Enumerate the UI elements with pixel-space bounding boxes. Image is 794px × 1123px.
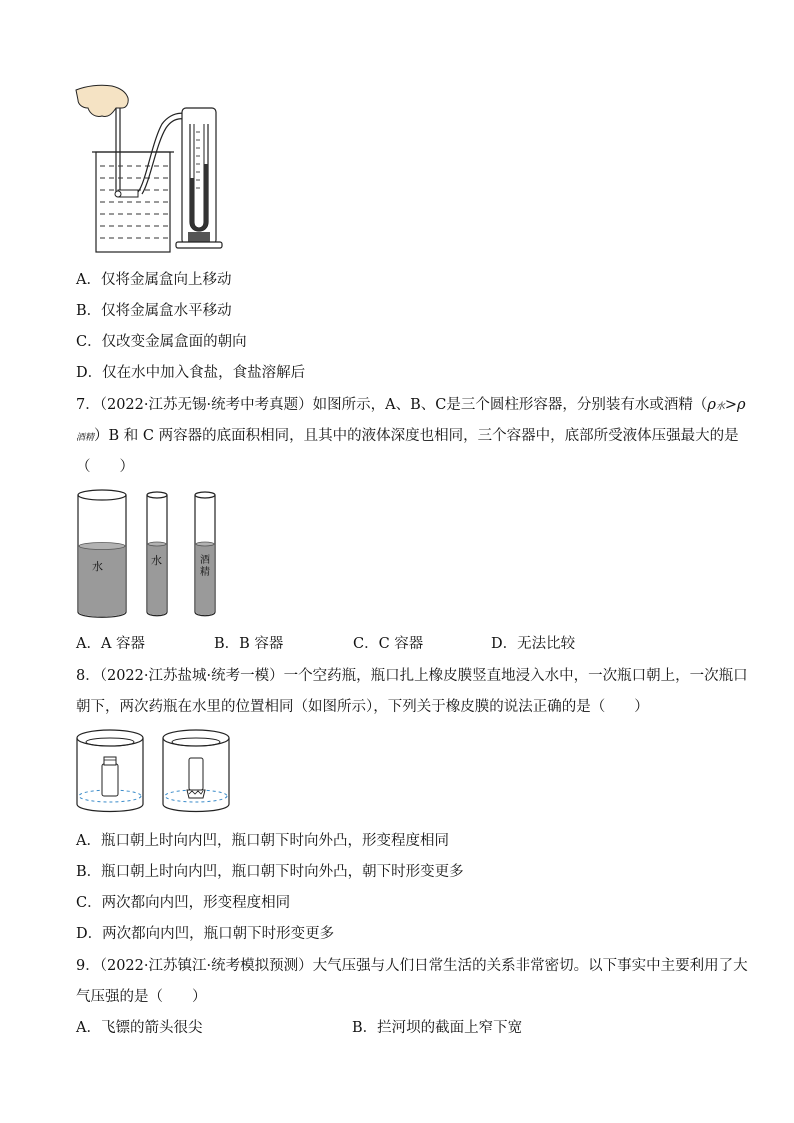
- q7-stem-line2: [76, 427, 739, 447]
- q9-stem-line2: 气压强的是（ ）: [76, 989, 207, 1005]
- q7-option-d: D．无法比较: [491, 636, 576, 652]
- q6-option-a: A．仅将金属盒向上移动: [76, 272, 232, 288]
- label-b-water: 水: [151, 554, 162, 567]
- rho-sub-alcohol: 酒精: [76, 433, 95, 443]
- label-c-char1: 酒: [200, 555, 210, 566]
- q8-option-b: B．瓶口朝上时向内凹，瓶口朝下时向外凸，朝下时形变更多: [76, 864, 464, 880]
- label-c-char2: 精: [200, 567, 210, 578]
- q9-options: [76, 1019, 676, 1037]
- cylinders-figure: [72, 488, 222, 620]
- rho-sub-water: 水: [715, 402, 725, 412]
- q7-stem-line3: （ ）: [76, 459, 134, 475]
- q7-stem-rest: ）B 和 C 两容器的底面积相同，且其中的液体深度也相同，三个容器中，底部所受液体压强最大的是: [94, 428, 739, 444]
- q7-option-a: A．A 容器: [76, 636, 146, 652]
- q6-option-b: B．仅将金属盒水平移动: [76, 303, 232, 319]
- q8-option-c: C．两次都向内凹，形变程度相同: [76, 895, 291, 911]
- q8-stem-line2: 朝下，两次药瓶在水里的位置相同（如图所示），下列关于橡皮膜的说法正确的是（ ）: [76, 699, 649, 715]
- rho-symbol-2: ρ: [737, 397, 746, 413]
- label-c-alcohol: [200, 555, 210, 579]
- q7-options: [76, 635, 676, 653]
- pressure-gauge-figure: [72, 82, 232, 257]
- q8-option-a: A．瓶口朝上时向内凹，瓶口朝下时向外凸，形变程度相同: [76, 833, 449, 849]
- q9-stem-line1: 9．（2022·江苏镇江·统考模拟预测）大气压强与人们日常生活的关系非常密切。以下事实中主要利用了大: [76, 958, 748, 974]
- q9-option-b: B．拦河坝的截面上窄下宽: [352, 1020, 523, 1036]
- label-a-water: 水: [92, 560, 103, 573]
- q8-stem-line1: 8．（2022·江苏盐城·统考一模）一个空药瓶，瓶口扎上橡皮膜竖直地浸入水中，一次瓶口朝上，一次瓶口: [76, 668, 748, 684]
- q7-option-b: B．B 容器: [214, 636, 284, 652]
- q7-option-c: C．C 容器: [353, 636, 424, 652]
- q6-option-c: C．仅改变金属盒面的朝向: [76, 334, 247, 350]
- q6-option-d: D．仅在水中加入食盐，食盐溶解后: [76, 365, 306, 381]
- q8-option-d: D．两次都向内凹，瓶口朝下时形变更多: [76, 926, 335, 942]
- greater-than-sign: >: [724, 397, 738, 413]
- bottles-in-water-figure: [74, 728, 234, 814]
- q9-option-a: A．飞镖的箭头很尖: [76, 1020, 203, 1036]
- rho-symbol: ρ: [707, 397, 716, 413]
- q7-stem-prefix: 7．（2022·江苏无锡·统考中考真题）如图所示，A、B、C是三个圆柱形容器，分别装有水或酒精（: [76, 397, 708, 413]
- q7-stem-line1: [76, 396, 746, 416]
